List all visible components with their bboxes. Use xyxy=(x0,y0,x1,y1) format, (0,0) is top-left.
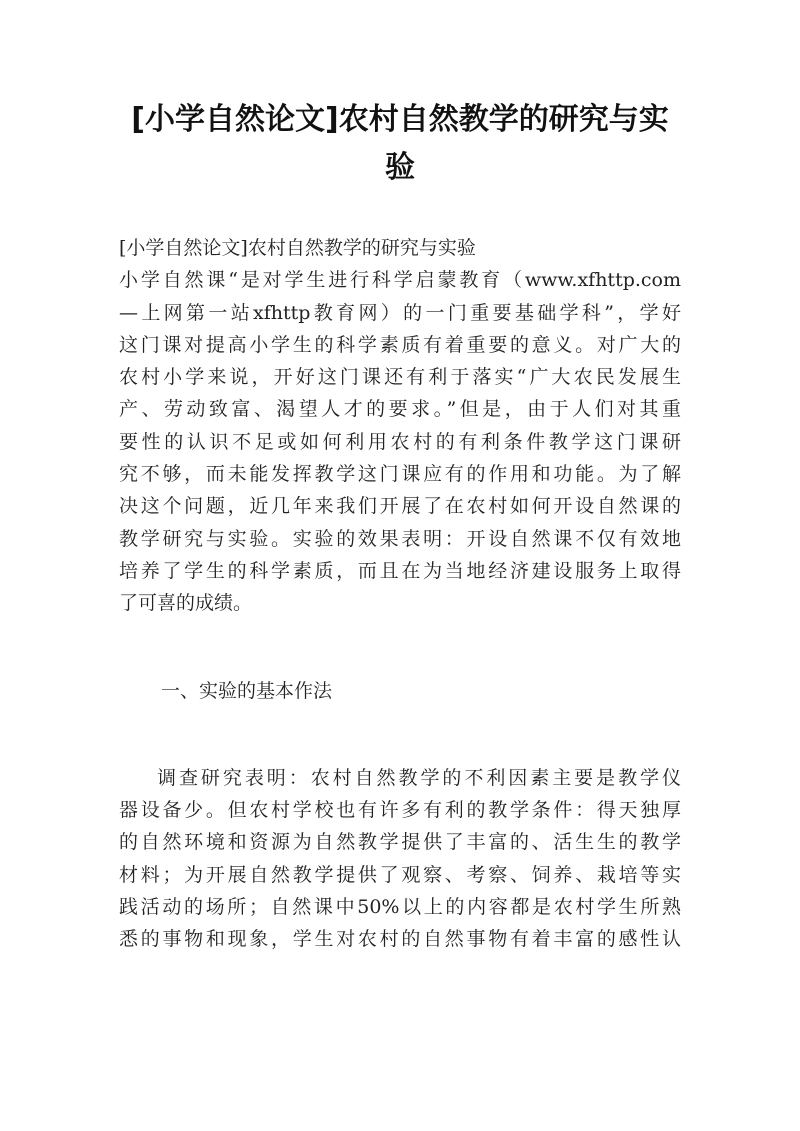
paragraph-line: 农村小学来说，开好这门课还有利于落实“广大农民发展生 xyxy=(119,366,681,389)
paragraph-line: —上网第一站xfhttp教育网）的一门重要基础学科”，学好 xyxy=(119,301,681,324)
section-paragraph xyxy=(119,762,681,956)
paragraph-line: 调查研究表明：农村自然教学的不利因素主要是教学仪 xyxy=(157,766,681,789)
paragraph-line: 培养了学生的科学素质，而且在为当地经济建设服务上取得 xyxy=(119,559,681,582)
paragraph-line: 器设备少。但农村学校也有许多有利的教学条件：得天独厚 xyxy=(119,799,681,822)
paragraph-line: 材料；为开展自然教学提供了观察、考察、饲养、栽培等实 xyxy=(119,863,681,886)
paragraph-line: 教学研究与实验。实验的效果表明：开设自然课不仅有效地 xyxy=(119,527,681,550)
paragraph-line: 了可喜的成绩。 xyxy=(119,592,253,615)
paragraph-line: 这门课对提高小学生的科学素质有着重要的意义。对广大的 xyxy=(119,333,681,356)
section-heading: 一、实验的基本作法 xyxy=(161,679,333,702)
paragraph-line: 产、劳动致富、渴望人才的要求。”但是，由于人们对其重 xyxy=(119,398,681,421)
document-subtitle: [小学自然论文]农村自然教学的研究与实验 xyxy=(119,237,476,259)
document-title-line: [小学自然论文]农村自然教学的研究与实 xyxy=(131,102,669,137)
document-body xyxy=(119,232,681,956)
document-title xyxy=(120,96,680,192)
paragraph-line: 悉的事物和现象，学生对农村的自然事物有着丰富的感性认 xyxy=(119,928,681,951)
paragraph-line: 要性的认识不足或如何利用农村的有利条件教学这门课研 xyxy=(119,430,681,453)
paragraph-line: 践活动的场所；自然课中50%以上的内容都是农村学生所熟 xyxy=(119,896,681,919)
paragraph-line: 小学自然课“是对学生进行科学启蒙教育（www.xfhttp.com xyxy=(119,269,681,292)
paragraph-line: 决这个问题，近几年来我们开展了在农村如何开设自然课的 xyxy=(119,495,681,518)
intro-paragraph xyxy=(119,264,681,619)
paragraph-line: 究不够，而未能发挥教学这门课应有的作用和功能。为了解 xyxy=(119,463,681,486)
document-title-line: 验 xyxy=(385,150,415,185)
paragraph-line: 的自然环境和资源为自然教学提供了丰富的、活生生的教学 xyxy=(119,831,681,854)
